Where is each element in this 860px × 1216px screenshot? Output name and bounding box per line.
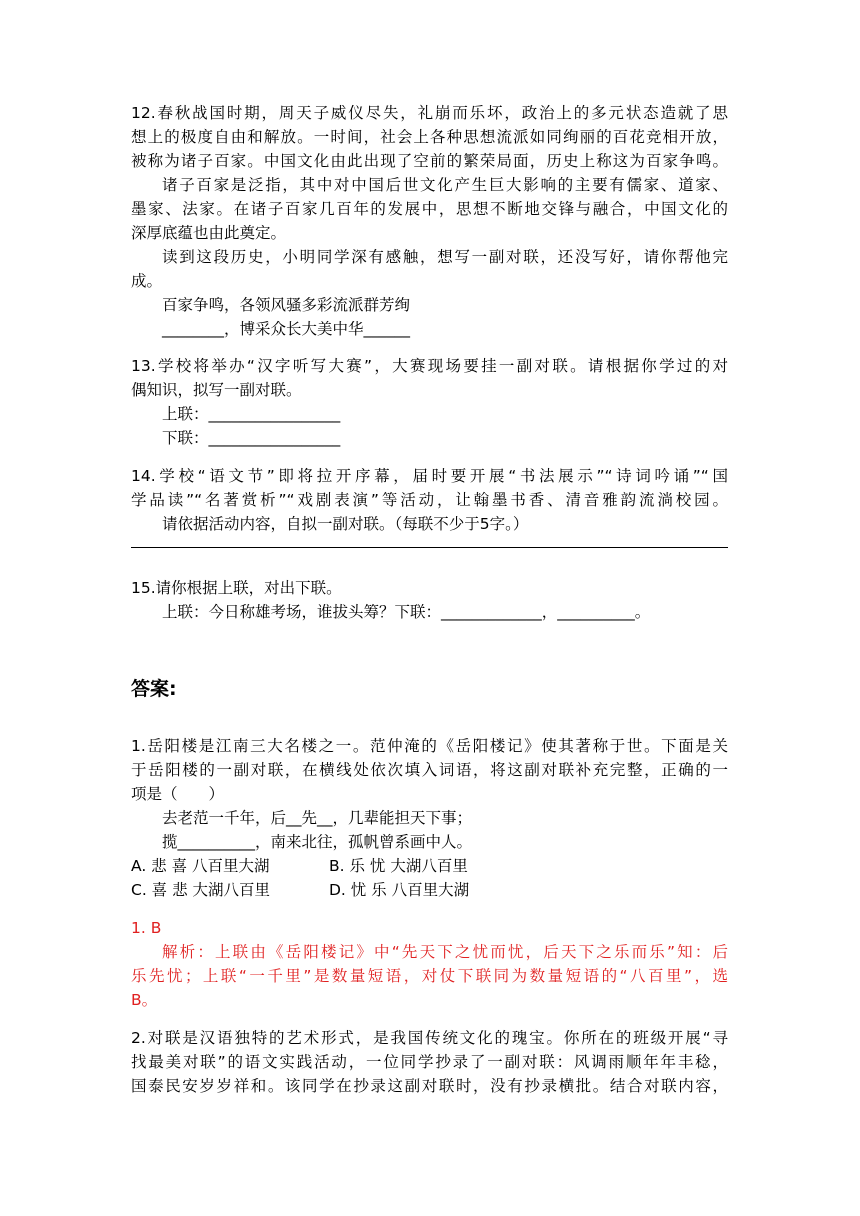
q12-line-2: 想上的极度自由和解放。一时间，社会上各种思想流派如同绚丽的百花竞相开放， (131, 128, 728, 146)
q12-line-4: 诸子百家是泛指，其中对中国后世文化产生巨大影响的主要有儒家、道家、 (162, 176, 728, 194)
q12-line-7: 读到这段历史，小明同学深有感触，想写一副对联，还没写好，请你帮他完 (162, 248, 728, 266)
q12-line-5: 墨家、法家。在诸子百家几百年的发展中，思想不断地交锋与融合，中国文化的 (131, 200, 728, 218)
a1-analysis-line-3: B。 (131, 991, 158, 1009)
a2-line-1: 2.对联是汉语独特的艺术形式，是我国传统文化的瑰宝。你所在的班级开展“寻 (131, 1029, 728, 1047)
q12-line-3: 被称为诸子百家。中国文化由此出现了空前的繁荣局面，历史上称这为百家争鸣。 (131, 152, 728, 170)
q14-line-2: 学品读”“名著赏析”“戏剧表演”等活动，让翰墨书香、清音雅韵流淌校园。 (131, 491, 728, 509)
a1-analysis-line-1: 解析：上联由《岳阳楼记》中“先天下之忧而忧，后天下之乐而乐”知：后 (162, 943, 728, 961)
q12-couplet-lower-blank[interactable]: ________，博采众长大美中华______ (162, 320, 411, 338)
q12-line-8: 成。 (131, 272, 163, 290)
q13-line-2: 偶知识，拟写一副对联。 (131, 381, 302, 399)
a1-option-a: A. 悲 喜 八百里大湖 (131, 857, 270, 875)
q14-line-3: 请依据活动内容，自拟一副对联。（每联不少于5字。） (162, 515, 529, 533)
a1-line-3: 项是（ ） (131, 785, 225, 803)
q13-upper-blank[interactable]: 上联：_________________ (162, 405, 341, 423)
q14-line-1: 14.学校“语文节”即将拉开序幕，届时要开展“书法展示”“诗词吟诵”“国 (131, 467, 728, 485)
q13-lower-blank[interactable]: 下联：_________________ (162, 429, 341, 447)
a1-answer: 1. B (131, 919, 162, 937)
a1-line-2: 于岳阳楼的一副对联，在横线处依次填入词语，将这副对联补充完整，正确的一 (131, 761, 728, 779)
a1-option-c: C. 喜 悲 大湖八百里 (131, 881, 271, 899)
a1-couplet-lower: 揽__________，南来北往，孤帆曾系画中人。 (162, 833, 473, 851)
q15-line-2[interactable]: 上联：今日称雄考场，谁拔头筹？下联：_____________，__________。 (162, 603, 651, 621)
q12-line-1: 12.春秋战国时期，周天子威仪尽失，礼崩而乐坏，政治上的多元状态造就了思 (131, 104, 728, 122)
q12-line-6: 深厚底蕴也由此奠定。 (131, 224, 287, 242)
a1-line-1: 1.岳阳楼是江南三大名楼之一。范仲淹的《岳阳楼记》使其著称于世。下面是关 (131, 737, 728, 755)
a1-option-d: D. 忧 乐 八百里大湖 (329, 881, 470, 899)
a2-line-2: 找最美对联”的语文实践活动，一位同学抄录了一副对联：风调雨顺年年丰稔， (131, 1053, 728, 1071)
a1-analysis-line-2: 乐先忧；上联“一千里”是数量短语，对仗下联同为数量短语的“八百里”，选 (131, 967, 728, 985)
q14-answer-line[interactable] (131, 547, 728, 548)
a2-line-3: 国泰民安岁岁祥和。该同学在抄录这副对联时，没有抄录横批。结合对联内容， (131, 1077, 728, 1095)
a1-couplet-upper: 去老范一千年，后__先__，几辈能担天下事； (162, 809, 473, 827)
q13-line-1: 13.学校将举办“汉字听写大赛”，大赛现场要挂一副对联。请根据你学过的对 (131, 357, 728, 375)
answers-heading: 答案: (131, 678, 177, 700)
q15-line-1: 15.请你根据上联，对出下联。 (131, 579, 342, 597)
a1-option-b: B. 乐 忧 大湖八百里 (329, 857, 468, 875)
q12-couplet-upper: 百家争鸣，各领风骚多彩流派群芳绚 (162, 296, 411, 314)
